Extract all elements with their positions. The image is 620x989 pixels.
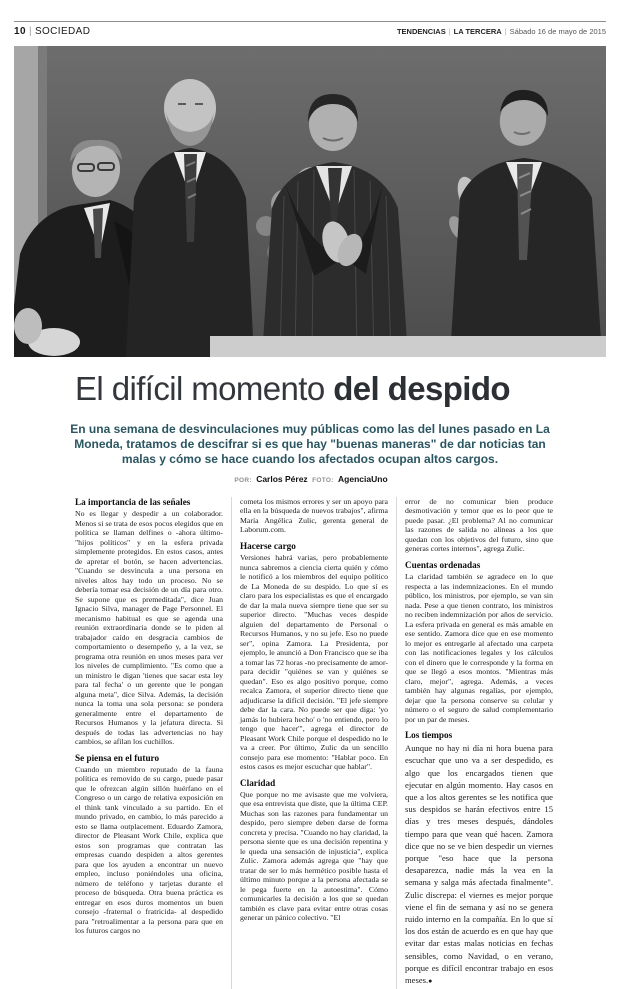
header-right xyxy=(397,27,606,36)
article-end-mark: ● xyxy=(428,977,433,986)
byline-foto-label: FOTO: xyxy=(312,476,334,484)
subhead-cuentas: Cuentas ordenadas xyxy=(405,559,481,570)
newspaper-page xyxy=(0,21,620,989)
subhead-senales: La importancia de las señales xyxy=(75,496,191,507)
body-paragraph: La claridad también se agradece en lo que respecta a las indemnizaciones. En el mundo público, los ministros, por ejemplo, se van sin nada. Pese a que tienen contrato, los ministros no reciben indemnización por años de servicio. La esfera privada en general es más amable en ese sentido. Zamora dice que en ese momento lo mejor es entregarle al afectado una carpeta con las notificaciones legales y los cálculos con el dinero que le corresponde y la forma en que se llegó a esos montos. "Mientras más claro, mejor", agrega. Además, a veces también hay algunas regalías, por ejemplo, dejar que la persona conserve su celular y número o el seguro de salud complementario por un par de meses. xyxy=(405,572,553,724)
body-paragraph: Versiones habrá varias, pero probablemente nunca sabremos a ciencia cierta quién y cómo le notificó a los miembros del equipo político de La Moneda de su despido. Lo que sí es claro para los especialistas es que el encargado de dar la mala nueva siempre tiene que ser su superior directo. "Muchas veces despide alguien del departamento de Personal o Recursos Humanos, y no su jefe. Eso no puede ser", opina Zamora. La Presidenta, por ejemplo, le anunció a Don Francisco que se iba a tomar las 72 horas -no precisamente de amor- para decidir "quiénes se van y quiénes se quedan". Eso es algo positivo porque, como recalca Zamora, el superior directo tiene que adjudicarse la difícil decisión. "El jefe siempre debe dar la cara. No puede ser que diga: 'yo jamás lo hubiera hecho' o 'no entiendo, pero lo tengo que hacer'", agrega el director de Pleasant Work Chile porque el despedido no le va a creer. Por último, Zulic da un sencillo consejo para ese momento: "Hablar poco. En estos casos es mejor escuchar que hablar". xyxy=(240,553,388,772)
body-paragraph: Que porque no me avisaste que me volviera, que esa entrevista que diste, que la última CEP. Muchas son las razones para fundamentar un despido, pero siempre deben darse de forma concreta y precisa. "Cuando no hay claridad, la persona siente que es una decisión repentina y le queda una sensación de injusticia", explica Zulic. Zamora además agrega que "hay que tratar de ser lo más hermético posible hasta el último minuto porque a la persona afectada se le pega fuerte en la autoestima". Cómo comunicarles la decisión a los que se quedan también es clave para evitar entre otras cosas generar un pánico colectivo. "El xyxy=(240,789,388,923)
body-paragraph-text: Aunque no hay ni día ni hora buena para escuchar que uno va a ser despedido, es algo que los encargados tienen que ejecutar en algún momento. Hay casos en que a los altos gerentes se les notifica que sus despidos se harán efectivos entre 15 días y tres meses después, dándoles tiempo para que vean qué hacen. Zamora dice que no se ve bien despedir un viernes porque "eso hace que la persona desaparezca, nadie más la vea en la semana y salga más afectada finalmente". Zulic discrepa: el viernes es mejor porque viene el fin de semana y así no se genera ruido interno en la compañía. En lo que sí los dos están de acuerdo es en que hay que evitar dar estas malas noticias en fechas sensibles, como Navidad, o en verano, porque es difícil encontrar trabajo en esos meses. xyxy=(405,743,553,986)
body-paragraph: error de no comunicar bien produce desmotivación y temor que es lo peor que te puede pasar. ¿El problema? Al no comunicar las razones de salida no alineas a los que quedan con los objetivos del futuro, sino que generas cortes internos", agrega Zulic. xyxy=(405,496,553,554)
subhead-claridad: Claridad xyxy=(240,777,276,788)
byline-photo-credit: AgenciaUno xyxy=(338,473,388,484)
byline-author: Carlos Pérez xyxy=(256,473,308,484)
column-2 xyxy=(231,497,388,989)
subhead-tiempos: Los tiempos xyxy=(405,730,453,741)
subhead-futuro: Se piensa en el futuro xyxy=(75,752,160,763)
subhead-hacerse-cargo: Hacerse cargo xyxy=(240,540,296,551)
headline xyxy=(75,372,606,407)
page-number: 10 xyxy=(14,26,26,37)
headline-bold: del despido xyxy=(333,370,510,407)
deck: En una semana de desvinculaciones muy públicas como las del lunes pasado en La Moneda, tratamos de descifrar si es que hay "buenas maneras" de dar noticias tan malas y cómo se hace cuando los afectados ocupan altos cargos. xyxy=(70,421,550,466)
body-paragraph: No es llegar y despedir a un colaborador. Menos si se trata de esos pocos elegidos que en política se llaman delfines o -ahora último- "hijos políticos" y en la esfera privada simplemente protegidos. En estos casos, antes de apretar el botón, se hacen advertencias. "Cuando se desvincula a una persona en niveles altos hay todo un proceso. No se debería tomar esa decisión de un día para otro. Se supone que es premeditada", dice Juan Ignacio Silva, manager de Page Personnel. El mecanismo habitual es que se agenda una reunión extraordinaria donde se le piden al trabajador caído en desgracia cambios de comportamiento o desempeño y, a la vez, se programa otra reunión en unos meses para ver los niveles de cumplimiento. "Es como que a un ministro le digan 'tienes que sacar esta ley para tal fecha' o un gerente que le pongan alguna meta", dice Silva. Además, la decisión nunca la toma una sola persona: se pondera generalmente entre el departamento de Recursos Humanos y la jefatura directa. Si después de todas las advertencias no hay cambios, se afilan los cuchillos. xyxy=(75,509,223,747)
byline xyxy=(14,474,606,484)
header-divider: | xyxy=(28,26,32,37)
header-divider: | xyxy=(448,27,451,36)
issue-date: Sábado 16 de mayo de 2015 xyxy=(509,27,606,36)
photo-illustration xyxy=(14,46,606,357)
article-body xyxy=(75,497,553,989)
section-name: SOCIEDAD xyxy=(34,26,91,37)
byline-por-label: POR: xyxy=(234,476,252,484)
newspaper-name: LA TERCERA xyxy=(453,27,502,36)
article-photo xyxy=(14,46,606,357)
page-header xyxy=(14,22,606,37)
column-3 xyxy=(396,497,553,989)
body-paragraph xyxy=(405,742,553,987)
header-left xyxy=(14,26,90,37)
body-paragraph: Cuando un miembro reputado de la fauna política es removido de su cargo, puede pasar que le ofrezcan algún sillón huérfano en el Congreso o un cargo de relativa exposición en el think tank vinculado a su partido. En el mundo privado, en cambio, lo más parecido a esto se llama outplacement. Eduardo Zamora, director de Pleasant Work Chile, explica que estos son programas que contratan las empresas cuando despiden a altos gerentes para que los ayuden a encontrar un nuevo empleo, incluso poniéndoles una oficina, número de teléfono y tarjetas durante el proceso de búsqueda. Otra buena práctica es entregar en esos duros momentos un buen consejo -fraternal o fratricida- al despedido para "retroalimentar a la persona para que en los futuros cargos no xyxy=(75,764,223,936)
header-divider: | xyxy=(504,27,507,36)
column-1 xyxy=(75,497,223,989)
body-paragraph: cometa los mismos errores y ser un apoyo para ella en la búsqueda de nuevos trabajos", afirma María Angélica Zulic, gerenta general de Laborum.com. xyxy=(240,496,388,535)
supplement-name: TENDENCIAS xyxy=(396,27,446,36)
headline-light: El difícil momento xyxy=(75,370,334,407)
